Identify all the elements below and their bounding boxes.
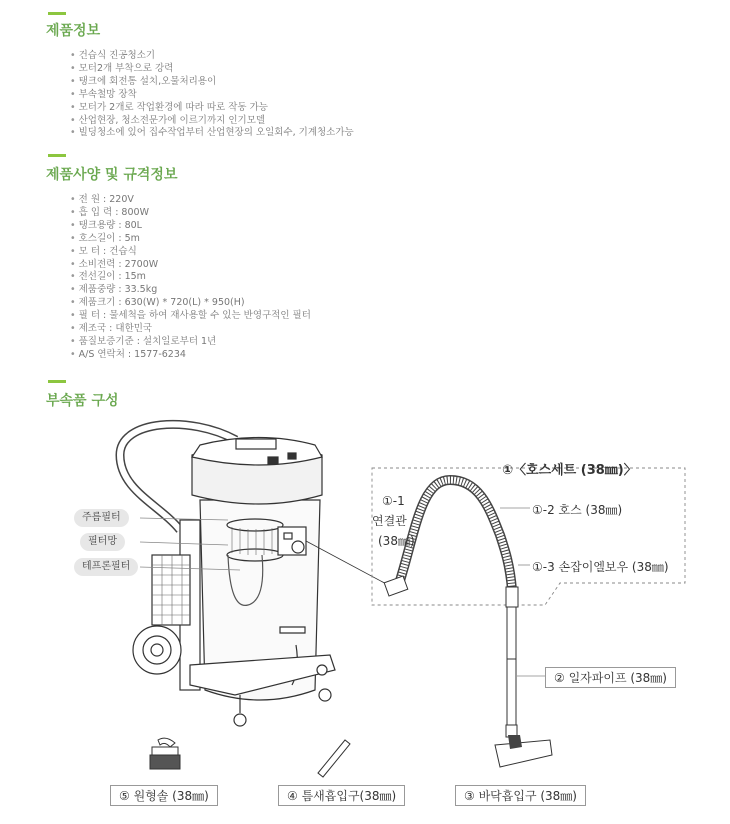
filter-callout-pleated: 주름필터 (74, 509, 129, 527)
list-item: • 전 원 : 220V (70, 194, 311, 207)
list-item: • 소비전력 : 2700W (70, 259, 311, 272)
list-item: • 부속철망 장착 (70, 89, 354, 102)
list-item: • 모터가 2개로 작업환경에 따라 따로 작동 가능 (70, 102, 354, 115)
list-item: • 제조국 : 대한민국 (70, 323, 311, 336)
list-item: • 빌딩청소에 있어 집수작업부터 산업현장의 오일회수, 기계청소가능 (70, 127, 354, 140)
connector-label-name: 연결관 (372, 514, 407, 528)
connector-label-number: ①-1 (382, 494, 405, 508)
elbow-label: ①-3 손잡이엘보우 (38㎜) (532, 560, 669, 574)
list-item: • 호스길이 : 5m (70, 233, 311, 246)
section-title-accessories: 부속품 구성 (46, 393, 119, 409)
list-item: • 탱크용량 : 80L (70, 220, 311, 233)
pipe-label: ② 일자파이프 (38㎜) (545, 667, 676, 688)
specs-list (70, 194, 311, 362)
section-bar-accessories (48, 380, 66, 383)
list-item: • 모터2개 부착으로 강력 (70, 63, 354, 76)
list-item: • 산업현장, 청소전문가에 이르기까지 인기모델 (70, 115, 354, 128)
section-bar-product-info (48, 12, 66, 15)
round-brush-caption: ⑤ 원형솔 (38㎜) (110, 785, 218, 806)
list-item: • 품질보증기준 : 설치일로부터 1년 (70, 336, 311, 349)
connector-label-size: (38㎜) (378, 534, 415, 548)
list-item: • 제품중량 : 33.5kg (70, 284, 311, 297)
list-item: • 탱크에 회전통 설치,오물처리용이 (70, 76, 354, 89)
section-bar-specs (48, 154, 66, 157)
list-item: • 필 터 : 물세척을 하여 재사용할 수 있는 반영구적인 필터 (70, 310, 311, 323)
product-info-list (70, 50, 354, 140)
hose-label: ①-2 호스 (38㎜) (532, 503, 623, 517)
list-item: • 흡 입 력 : 800W (70, 207, 311, 220)
section-title-specs: 제품사양 및 규격정보 (46, 167, 178, 183)
crevice-nozzle-caption: ④ 틈새흡입구(38㎜) (278, 785, 405, 806)
list-item: • 건습식 진공청소기 (70, 50, 354, 63)
list-item: • A/S 연락처 : 1577-6234 (70, 349, 311, 362)
list-item: • 모 터 : 건습식 (70, 246, 311, 259)
hose-set-title: ①〈호스세트 (38㎜)〉 (502, 463, 637, 478)
floor-nozzle-caption: ③ 바닥흡입구 (38㎜) (455, 785, 586, 806)
list-item: • 전선길이 : 15m (70, 271, 311, 284)
filter-callout-teflon: 테프론필터 (74, 558, 138, 576)
section-title-product-info: 제품정보 (46, 23, 101, 39)
list-item: • 제품크기 : 630(W) * 720(L) * 950(H) (70, 297, 311, 310)
filter-callout-mesh: 필터망 (80, 533, 125, 551)
